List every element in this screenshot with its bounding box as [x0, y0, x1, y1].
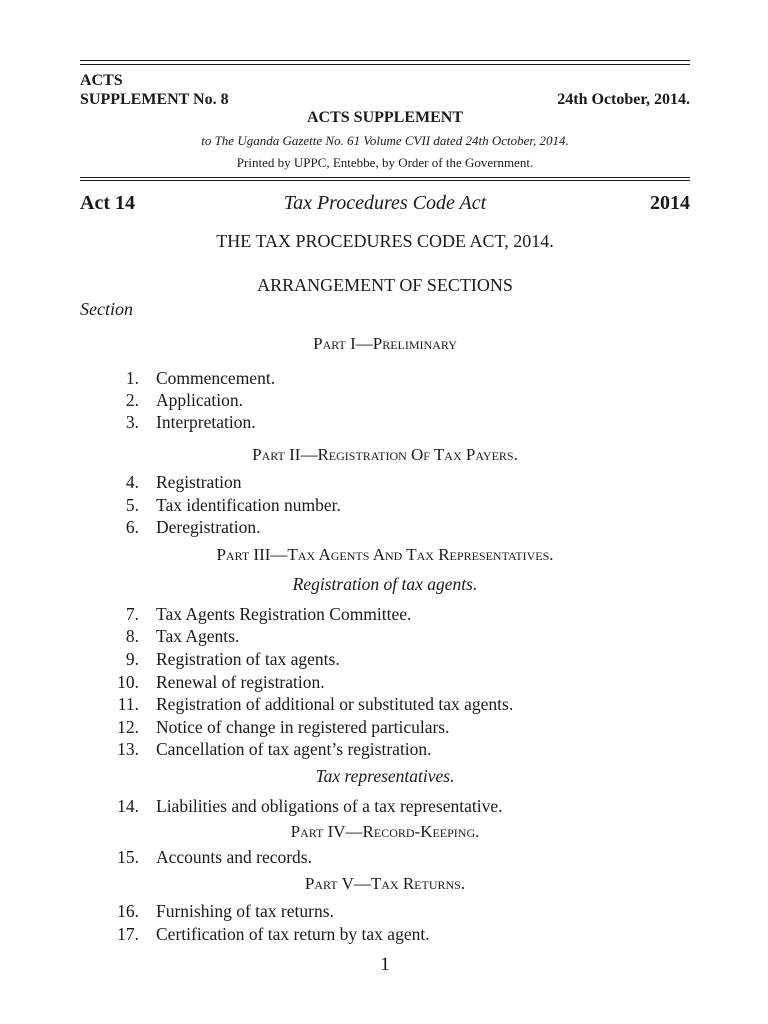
section-title: Registration of additional or substituted tax agents. — [156, 694, 514, 714]
part-4-heading: Part IV—Record-Keeping. — [290, 822, 480, 841]
section-item — [80, 924, 430, 946]
masthead-rule-bottom-2 — [80, 180, 690, 181]
supplement-title: ACTS SUPPLEMENT — [306, 109, 464, 126]
part-3-heading: Part III—Tax Agents And Tax Representatives. — [216, 545, 554, 564]
act-year: 2014 — [650, 192, 690, 214]
masthead-rule-bottom-1 — [80, 177, 690, 178]
act-name: Tax Procedures Code Act — [283, 192, 487, 214]
part-5-heading: Part V—Tax Returns. — [304, 874, 466, 893]
section-title: Notice of change in registered particulars. — [156, 717, 450, 737]
section-item — [80, 649, 340, 671]
section-item — [80, 604, 411, 626]
supplement-date: 24th October, 2014. — [557, 91, 690, 108]
section-number: 9. — [125, 649, 139, 669]
document-title: THE TAX PROCEDURES CODE ACT, 2014. — [216, 231, 554, 251]
section-item — [80, 847, 312, 869]
section-number: 5. — [125, 495, 139, 515]
section-number: 17. — [117, 924, 139, 944]
section-title: Registration — [156, 472, 242, 492]
part-3-subheading-representatives: Tax representatives. — [315, 766, 455, 786]
section-title: Tax identification number. — [156, 495, 341, 515]
part-3-subheading-agents: Registration of tax agents. — [292, 574, 478, 594]
section-title: Certification of tax return by tax agent. — [156, 924, 430, 944]
section-title: Cancellation of tax agent’s registration. — [156, 739, 432, 759]
section-item — [80, 412, 256, 434]
masthead-rule-top-2 — [80, 64, 690, 65]
section-title: Tax Agents. — [156, 626, 240, 646]
part-1-heading: Part I—Preliminary — [313, 334, 457, 353]
section-number: 3. — [125, 412, 139, 432]
section-number: 13. — [117, 739, 139, 759]
part-2-heading: Part II—Registration Of Tax Payers. — [252, 445, 518, 464]
section-item — [80, 626, 239, 648]
section-item — [80, 796, 503, 818]
section-item — [80, 472, 242, 494]
section-number: 10. — [117, 672, 139, 692]
section-number: 15. — [117, 847, 139, 867]
section-title: Furnishing of tax returns. — [156, 901, 334, 921]
section-title: Deregistration. — [156, 517, 261, 537]
printer-line: Printed by UPPC, Entebbe, by Order of the Government. — [236, 155, 534, 170]
section-item — [80, 517, 260, 539]
section-item — [80, 672, 325, 694]
section-item — [80, 739, 432, 761]
section-number: 6. — [125, 517, 139, 537]
supplement-number: SUPPLEMENT No. 8 — [80, 91, 229, 108]
section-number: 11. — [117, 694, 139, 714]
section-title: Application. — [156, 390, 243, 410]
section-title: Tax Agents Registration Committee. — [156, 604, 412, 624]
acts-label: ACTS — [80, 72, 123, 89]
section-title: Registration of tax agents. — [156, 649, 340, 669]
section-number: 2. — [125, 390, 139, 410]
section-number: 4. — [125, 472, 139, 492]
section-item — [80, 717, 449, 739]
section-item — [80, 368, 275, 390]
masthead-rule-top-1 — [80, 60, 690, 61]
section-number: 16. — [117, 901, 139, 921]
act-number: Act 14 — [80, 192, 135, 214]
arrangement-heading: ARRANGEMENT OF SECTIONS — [257, 275, 513, 295]
section-label: Section — [80, 299, 133, 319]
section-item — [80, 694, 513, 716]
page-number: 1 — [380, 954, 390, 975]
section-number: 14. — [117, 796, 139, 816]
section-title: Accounts and records. — [156, 847, 312, 867]
section-item — [80, 495, 341, 517]
section-title: Interpretation. — [156, 412, 256, 432]
section-title: Renewal of registration. — [156, 672, 325, 692]
section-number: 8. — [125, 626, 139, 646]
section-item — [80, 901, 334, 923]
section-title: Commencement. — [156, 368, 276, 388]
section-item — [80, 390, 243, 412]
section-number: 12. — [117, 717, 139, 737]
section-title: Liabilities and obligations of a tax representative. — [156, 796, 503, 816]
gazette-line: to The Uganda Gazette No. 61 Volume CVII dated 24th October, 2014. — [201, 133, 569, 148]
section-number: 1. — [125, 368, 139, 388]
section-number: 7. — [125, 604, 139, 624]
